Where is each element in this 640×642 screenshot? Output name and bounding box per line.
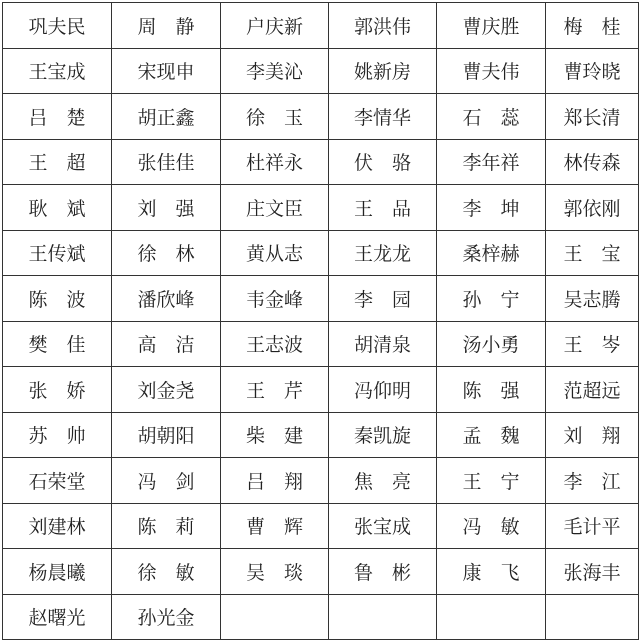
name-cell: 王 芹 <box>221 367 329 413</box>
roster-body <box>3 3 639 640</box>
table-row <box>3 412 639 458</box>
table-row <box>3 94 639 140</box>
name-cell <box>437 594 546 640</box>
name-cell: 曹 辉 <box>221 503 329 549</box>
table-row <box>3 139 639 185</box>
table-row <box>3 549 639 595</box>
name-cell: 曹夫伟 <box>437 48 546 94</box>
name-cell: 冯 剑 <box>112 458 221 504</box>
name-cell: 宋现申 <box>112 48 221 94</box>
name-cell: 胡清泉 <box>329 321 437 367</box>
name-cell: 陈 波 <box>3 276 112 322</box>
name-cell: 刘 强 <box>112 185 221 231</box>
table-row <box>3 230 639 276</box>
table-row <box>3 503 639 549</box>
name-cell: 吴志腾 <box>546 276 639 322</box>
name-cell: 张海丰 <box>546 549 639 595</box>
name-cell: 伏 骆 <box>329 139 437 185</box>
name-cell: 刘建林 <box>3 503 112 549</box>
name-cell: 赵曙光 <box>3 594 112 640</box>
table-row <box>3 276 639 322</box>
name-cell: 孟 魏 <box>437 412 546 458</box>
name-cell: 周 静 <box>112 3 221 49</box>
name-cell: 徐 敏 <box>112 549 221 595</box>
name-cell: 范超远 <box>546 367 639 413</box>
table-row <box>3 458 639 504</box>
name-cell: 王 宝 <box>546 230 639 276</box>
name-cell: 耿 斌 <box>3 185 112 231</box>
name-cell: 柴 建 <box>221 412 329 458</box>
name-cell: 王 品 <box>329 185 437 231</box>
table-row <box>3 594 639 640</box>
name-cell: 王宝成 <box>3 48 112 94</box>
name-cell: 韦金峰 <box>221 276 329 322</box>
name-cell: 徐 林 <box>112 230 221 276</box>
name-cell: 杨晨曦 <box>3 549 112 595</box>
name-cell: 胡正鑫 <box>112 94 221 140</box>
name-cell: 孙 宁 <box>437 276 546 322</box>
name-cell: 吕 楚 <box>3 94 112 140</box>
name-cell: 刘金尧 <box>112 367 221 413</box>
name-cell: 樊 佳 <box>3 321 112 367</box>
table-row <box>3 185 639 231</box>
name-cell: 王 宁 <box>437 458 546 504</box>
name-cell: 李 园 <box>329 276 437 322</box>
name-cell: 黄从志 <box>221 230 329 276</box>
table-row <box>3 367 639 413</box>
name-cell: 梅 桂 <box>546 3 639 49</box>
name-cell: 张 娇 <box>3 367 112 413</box>
name-cell: 李美沁 <box>221 48 329 94</box>
name-cell: 石 蕊 <box>437 94 546 140</box>
name-cell: 刘 翔 <box>546 412 639 458</box>
name-cell: 李 坤 <box>437 185 546 231</box>
name-cell: 毛计平 <box>546 503 639 549</box>
name-cell: 苏 帅 <box>3 412 112 458</box>
name-cell: 张宝成 <box>329 503 437 549</box>
name-cell: 林传森 <box>546 139 639 185</box>
name-cell <box>546 594 639 640</box>
name-cell: 王传斌 <box>3 230 112 276</box>
name-cell: 高 洁 <box>112 321 221 367</box>
name-cell: 冯 敏 <box>437 503 546 549</box>
name-cell: 陈 莉 <box>112 503 221 549</box>
name-cell: 桑梓赫 <box>437 230 546 276</box>
name-cell: 李情华 <box>329 94 437 140</box>
table-row <box>3 48 639 94</box>
name-cell: 吕 翔 <box>221 458 329 504</box>
name-cell: 郭依刚 <box>546 185 639 231</box>
name-cell: 郭洪伟 <box>329 3 437 49</box>
name-cell: 王 岑 <box>546 321 639 367</box>
name-cell: 杜祥永 <box>221 139 329 185</box>
name-cell: 巩夫民 <box>3 3 112 49</box>
name-cell: 康 飞 <box>437 549 546 595</box>
name-cell: 王龙龙 <box>329 230 437 276</box>
name-cell: 王志波 <box>221 321 329 367</box>
name-cell: 郑长清 <box>546 94 639 140</box>
name-cell: 鲁 彬 <box>329 549 437 595</box>
name-cell: 吴 琰 <box>221 549 329 595</box>
name-cell: 张佳佳 <box>112 139 221 185</box>
name-cell: 汤小勇 <box>437 321 546 367</box>
name-cell <box>221 594 329 640</box>
name-cell: 冯仰明 <box>329 367 437 413</box>
name-cell: 孙光金 <box>112 594 221 640</box>
name-cell: 焦 亮 <box>329 458 437 504</box>
name-cell: 庄文臣 <box>221 185 329 231</box>
name-cell: 户庆新 <box>221 3 329 49</box>
name-cell: 李 江 <box>546 458 639 504</box>
name-cell: 胡朝阳 <box>112 412 221 458</box>
table-row <box>3 321 639 367</box>
name-cell: 秦凯旋 <box>329 412 437 458</box>
name-cell: 姚新房 <box>329 48 437 94</box>
name-cell: 陈 强 <box>437 367 546 413</box>
table-row <box>3 3 639 49</box>
name-cell: 曹庆胜 <box>437 3 546 49</box>
name-cell: 石荣堂 <box>3 458 112 504</box>
name-cell <box>329 594 437 640</box>
name-cell: 李年祥 <box>437 139 546 185</box>
name-cell: 曹玲晓 <box>546 48 639 94</box>
name-cell: 潘欣峰 <box>112 276 221 322</box>
name-roster-table <box>2 2 639 640</box>
name-cell: 王 超 <box>3 139 112 185</box>
name-cell: 徐 玉 <box>221 94 329 140</box>
